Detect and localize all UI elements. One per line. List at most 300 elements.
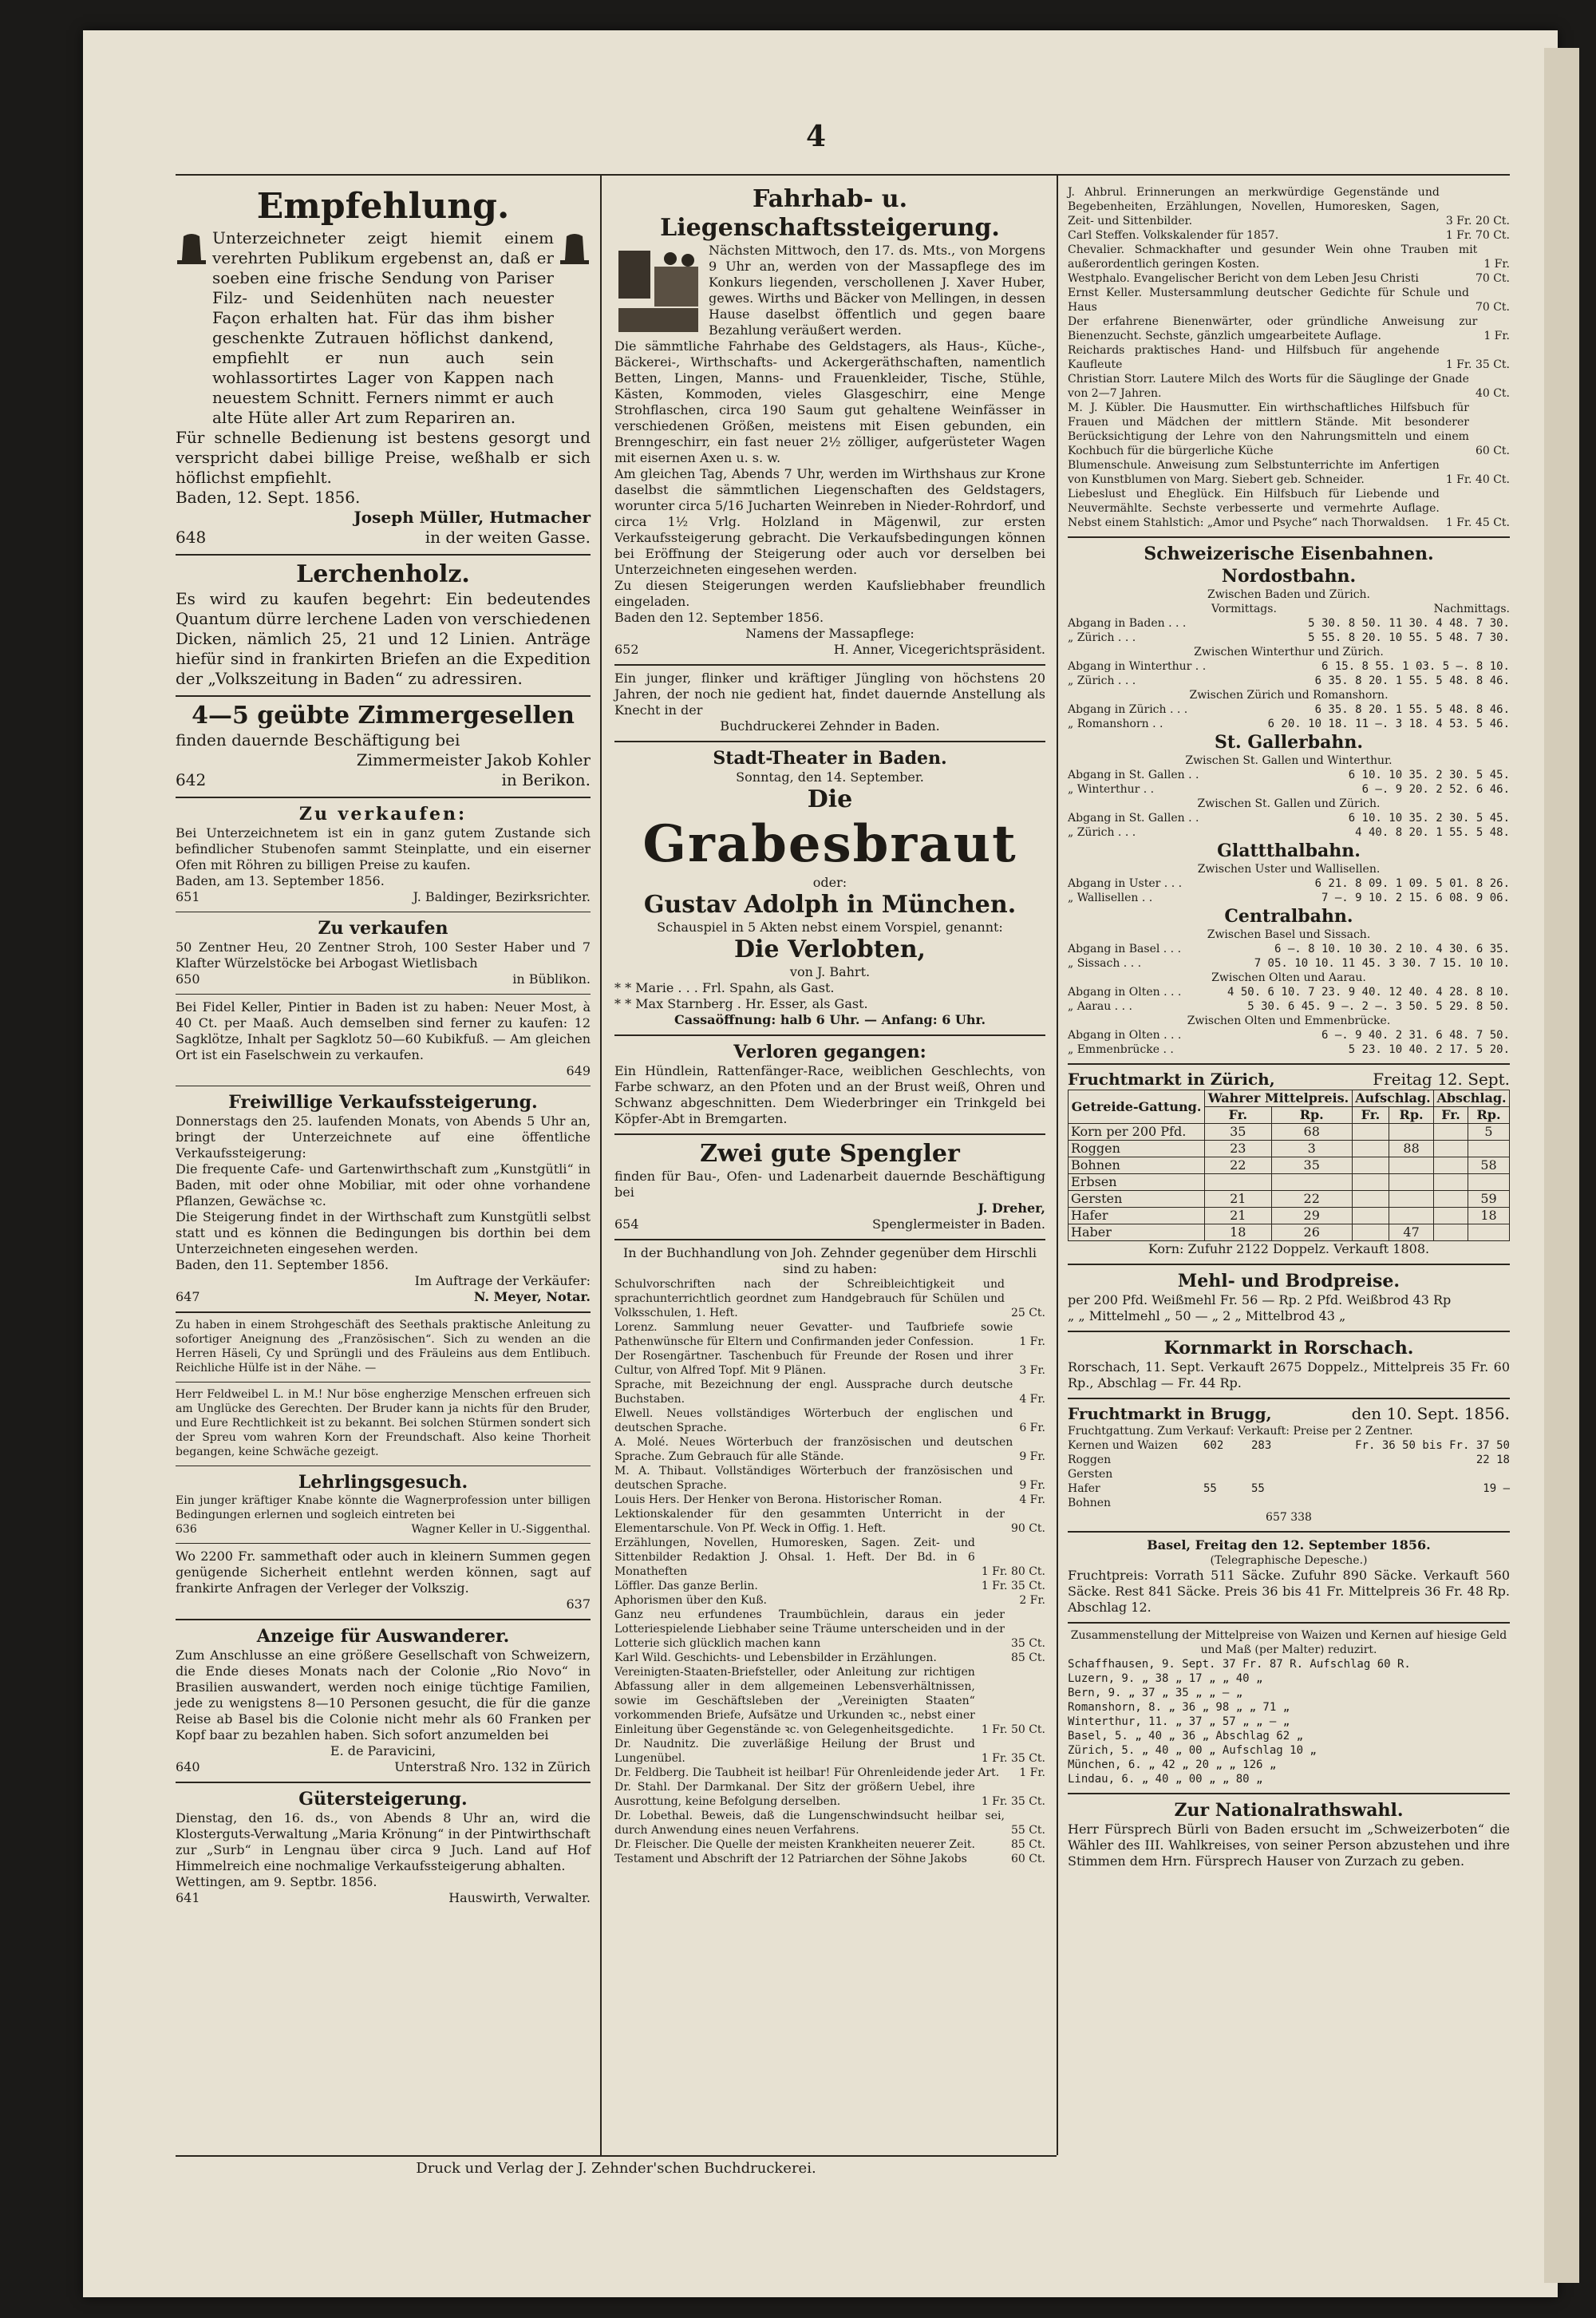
market-offered [1203,1496,1251,1510]
book-item [614,1435,1045,1464]
market-price: Fr. 36 50 bis Fr. 37 50 [1355,1439,1510,1452]
fruchtmarkt-brugg [1068,1399,1510,1533]
market-row [1068,1438,1510,1453]
railway-row [1068,825,1510,840]
summary-rows [1068,1657,1510,1786]
railway-station: Abgang in St. Gallen . . [1068,812,1199,825]
ad-title: Empfehlung. [256,186,510,227]
theater-title: Stadt-Theater in Baden. [713,748,947,769]
book-item [614,1378,1045,1406]
ad-signer-2: in der weiten Gasse. [425,528,591,547]
brodpreise [1068,1265,1510,1332]
ad-body: Bei Unterzeichnetem ist ein in ganz gutem Zustande sich befindlicher Stubenofen sammt Steinplatte, und ein eiserner Ofen mit Röhren zu billigen Preise zu kaufen. [176,825,591,872]
column-3 [1068,180,1510,1876]
book-item [1068,458,1510,487]
book-price: 90 Ct. [1010,1522,1045,1535]
ad-body: Fruchtpreis: Vorrath 511 Säcke. Zufuhr 890 Säcke. Verkauft 560 Säcke. Rest 841 Säcke. Preis 36 bis 41 Fr. Mittelpreis 36 Fr. 48 Rp. Abschlag 12. [1068,1568,1510,1615]
book-price: 1 Fr. 35 Ct. [981,1580,1045,1592]
market-label: Bohnen [1068,1497,1112,1509]
book-item [614,1837,1045,1852]
book-price: 25 Ct. [1010,1307,1045,1319]
book-price: 1 Fr. 50 Ct. [981,1723,1045,1736]
table-cell [1434,1157,1468,1174]
railway-row [1068,1042,1510,1057]
book-item [614,1608,1045,1651]
table-cell: 35 [1205,1124,1272,1141]
book-item [614,1507,1045,1536]
ad-number: 642 [176,770,207,789]
table-subheader: Fr. [1434,1107,1468,1124]
table-cell: 5 [1468,1124,1509,1141]
summary-row: Bern, 9. „ 37 „ 35 „ „ — „ [1068,1687,1243,1699]
book-title: Liebeslust und Eheglück. Ein Hilfsbuch für Liebende und Neuvermählte. Sechste verbesserte und vermehrte Auflage. Nebst einem Stahlstich: „Amor und Psyche“ nach Thorwaldsen. [1068,488,1440,529]
imprint: Druck und Verlag der J. Zehnder'schen Buchdruckerei. [176,2155,1057,2177]
ad-title: Verloren gegangen: [733,1042,926,1062]
book-price: 9 Fr. [1019,1450,1045,1463]
table-subheader: Rp. [1468,1107,1509,1124]
ad-title: Lerchenholz. [296,560,470,588]
book-title: M. A. Thibaut. Vollständiges Wörterbuch der französischen und deutschen Sprache. [614,1465,1013,1492]
railway-station: Abgang in Uster . . . [1068,877,1183,890]
table-row [1069,1191,1510,1208]
book-price: 55 Ct. [1010,1824,1045,1837]
railway-row [1068,942,1510,956]
table-header: Abschlag. [1434,1090,1510,1107]
table-cell [1434,1141,1468,1157]
summary-row: Basel, 5. „ 40 „ 36 „ Abschlag 62 „ [1068,1730,1304,1742]
railway-row [1068,768,1510,782]
book-title: A. Molé. Neues Wörterbuch der französischen und deutschen Sprache. Zum Gebrauch für alle Stände. [614,1436,1013,1463]
table-header: Wahrer Mittelpreis. [1205,1090,1353,1107]
market-row [1068,1496,1510,1510]
railway-times: 6 20. 10 18. 11 —. 3 18. 4 53. 5 46. [1267,718,1510,730]
table-cell: 58 [1468,1157,1509,1174]
book-item [614,1651,1045,1665]
railway-times: 6 —. 8 10. 10 30. 2 10. 4 30. 6 35. [1274,943,1510,955]
theater-cast-2: * * Max Starnberg . Hr. Esser, als Gast. [614,996,868,1011]
ad-signer: N. Meyer, Notar. [473,1289,591,1304]
table-cell: 23 [1205,1141,1272,1157]
summary-row: Luzern, 9. „ 38 „ 17 „ „ 40 „ [1068,1672,1263,1685]
market-offered: 602 [1203,1439,1224,1452]
market-sold [1251,1453,1299,1467]
ad-title: Zu verkaufen: [298,804,468,825]
ad-body-2: Die frequente Cafe- und Gartenwirthschaft zum „Kunstgütli“ in Baden, mit oder ohne Mobiliar, mit oder ohne vorhandene Pflanzen, Gewächse ꝛc. [176,1161,591,1208]
ad-body: Rorschach, 11. Sept. Verkauft 2675 Doppelz., Mittelpreis 35 Fr. 60 Rp., Abschlag — Fr. 44 Rp. [1068,1359,1510,1390]
book-item [614,1406,1045,1435]
ad-body: Ein junger, flinker und kräftiger Jüngling von höchstens 20 Jahren, der noch nie gedient hat, findet dauernde Anstellung als Knecht in der [614,670,1045,718]
table-subheader: Fr. [1352,1107,1389,1124]
railway-times: 5 30. 6 45. 9 —. 2 —. 3 50. 5 29. 8 50. [1247,1000,1510,1013]
fruchtmarkt-zuerich [1068,1065,1510,1265]
book-price: 70 Ct. [1475,272,1510,285]
book-price: 4 Fr. [1019,1393,1045,1406]
ad-body: Dienstag, den 16. ds., von Abends 8 Uhr an, wird die Klosterguts-Verwaltung „Maria Krönung“ in der Pintwirthschaft zur „Surb“ in Lengnau über circa 9 Juch. Land auf Hof Himmelreich eine nochmalige Verkaufssteigerung abhalten. [176,1810,591,1873]
table-cell: 68 [1271,1124,1352,1141]
railway-times: 6 15. 8 55. 1 03. 5 —. 8 10. [1321,660,1510,673]
theater-date: Sonntag, den 14. September. [736,769,924,785]
ad-verkaufssteigerung [176,1086,591,1313]
book-title: Aphorismen über den Kuß. [614,1594,767,1607]
railway-row [1068,616,1510,631]
book-title: Dr. Fleischer. Die Quelle der meisten Krankheiten neuerer Zeit. [614,1838,975,1851]
book-price: 3 Fr. 20 Ct. [1445,215,1510,227]
book-title: Louis Hers. Der Henker von Berona. Historischer Roman. [614,1493,942,1506]
table-cell [1352,1191,1389,1208]
column-rule-1 [600,176,602,2155]
ad-number: 641 [176,1890,200,1905]
railway-times: 4 40. 8 20. 1 55. 5 48. [1355,826,1510,839]
book-price: 40 Ct. [1475,387,1510,400]
theater-prelude: Die Verlobten, [734,936,926,963]
book-title: Carl Steffen. Volkskalender für 1857. [1068,229,1279,242]
ad-number: 637 [566,1596,591,1612]
railway-times: 7 —. 9 10. 2 15. 6 08. 9 06. [1321,892,1510,904]
table-subheader: Rp. [1389,1107,1434,1124]
price-row: per 200 Pfd. Weißmehl Fr. 56 — Rp. 2 Pfd. Weißbrod 43 Rp [1068,1292,1452,1307]
book-item [614,1493,1045,1507]
market-price [1299,1467,1510,1481]
ad-commission: Im Auftrage der Verkäufer: [414,1273,591,1288]
book-item [614,1277,1045,1320]
table-cell [1389,1208,1434,1224]
railway-station: Abgang in Baden . . . [1068,617,1187,630]
summary-row: Lindau, 6. „ 40 „ 00 „ „ 80 „ [1068,1773,1263,1786]
ad-signer: Hauswirth, Verwalter. [448,1890,591,1905]
table-cell [1205,1174,1272,1191]
ad-place: Spenglermeister in Baden. [872,1216,1045,1232]
table-cell [1468,1174,1509,1191]
railway-station: „ Romanshorn . . [1068,718,1163,730]
ad-title: Zur Nationalrathswahl. [1174,1800,1404,1821]
book-list [1068,185,1510,530]
railway-section: Zwischen Uster und Wallisellen. [1197,863,1381,876]
market-price: 19 — [1483,1482,1510,1495]
ad-body-3: Am gleichen Tag, Abends 7 Uhr, werden im Wirthshaus zur Krone daselbst die sämmtlichen Liegenschaften des Geldstagers, worunter circa 5/16 Jucharten Weinreben in Nieder-Rohrdorf, und circa 1½ Vrlg. Holzland in Mägenwil, zur ersten Verkaufssteigerung gebracht. Die Verkaufsbedingungen können bei Eröffnung der Steigerung oder auch vor derselben bei Unterzeichneten eingesehen werden. [614,466,1045,577]
railway-line-name: Centralbahn. [1224,906,1353,927]
kornmarkt-rorschach [1068,1332,1510,1399]
table-cell: 18 [1205,1224,1272,1241]
market-label: Gersten [1068,1468,1113,1481]
table-cell: Bohnen [1069,1157,1205,1174]
railway-section: Zwischen St. Gallen und Zürich. [1197,797,1381,810]
book-title: Löffler. Das ganze Berlin. [614,1580,758,1592]
book-price: 60 Ct. [1475,445,1510,457]
book-price: 1 Fr. [1483,330,1510,342]
railway-row [1068,956,1510,971]
ad-spengler [614,1135,1045,1240]
railway-lines [1068,565,1510,1057]
ad-title: Basel, Freitag den 12. September 1856. [1147,1537,1431,1553]
ad-body: Unterzeichneter zeigt hiemit einem verehrten Publikum ergebenst an, daß er soeben eine frische Sendung von Pariser Filz- und Seidenhüten nach neuester Façon erhalten hat. Für das ihm bisher geschenkte Zutrauen höflichst dankend, empfiehlt er nun auch sein wohlassortirtes Lager von Kappen nach neuestem Schnitt. Ferners nimmt er auch alte Hüte aller Art zum Repariren an. [212,228,554,427]
table-cell [1434,1174,1468,1191]
ad-title: Mehl- und Brodpreise. [1177,1271,1400,1292]
book-price: 1 Fr. 80 Ct. [981,1565,1045,1578]
railway-station: Abgang in Olten . . . [1068,1029,1182,1042]
ad-body: Bei Fidel Keller, Pintier in Baden ist zu haben: Neuer Most, à 40 Ct. per Maaß. Auch demselben sind ferner zu kaufen: 12 Sagklötze, Inhalt per Sagklotz 50—60 Kubikfuß. — Am gleichen Ort ist ein Faselschwein zu verkaufen. [176,999,591,1062]
railway-station: Abgang in Zürich . . . [1068,703,1188,716]
table-cell: 88 [1389,1141,1434,1157]
ad-zu-verkaufen-ofen [176,798,591,912]
table-row [1069,1141,1510,1157]
ad-number: 650 [176,971,200,987]
book-title: Testament und Abschrift der 12 Patriarchen der Söhne Jakobs [614,1853,967,1865]
ad-geld [176,1544,591,1620]
railway-row [1068,717,1510,731]
table-cell [1352,1224,1389,1241]
table-cell [1468,1224,1509,1241]
table-cell [1352,1208,1389,1224]
railway-times: 6 10. 10 35. 2 30. 5 45. [1348,769,1510,781]
table-row [1069,1157,1510,1174]
market-sold [1251,1496,1299,1510]
book-item [614,1593,1045,1608]
book-price: 1 Fr. 35 Ct. [981,1795,1045,1808]
ad-empfehlung [176,180,591,556]
railway-times: 6 10. 10 35. 2 30. 5 45. [1348,812,1510,825]
book-title: Lorenz. Sammlung neuer Gevatter- und Taufbriefe sowie Pathenwünsche für Eltern und Confirmanden jeder Confession. [614,1321,1013,1348]
book-title: Blumenschule. Anweisung zum Selbstunterrichte im Anfertigen von Kunstblumen von Marg. Siebert geb. Schneider. [1068,459,1440,486]
theater-subtitle: Gustav Adolph in München. [643,891,1017,919]
ad-title: Zwei gute Spengler [700,1140,960,1168]
table-cell [1434,1191,1468,1208]
book-item [614,1780,1045,1809]
railway-times: 7 05. 10 10. 11 45. 3 30. 7 15. 10 10. [1254,957,1510,970]
book-item [614,1579,1045,1593]
railway-row [1068,1028,1510,1042]
book-item [1068,372,1510,401]
railway-times: 5 55. 8 20. 10 55. 5 48. 7 30. [1308,631,1510,644]
book-price: 70 Ct. [1475,301,1510,314]
ad-signer: H. Anner, Vicegerichtspräsident. [833,642,1045,657]
book-price: 9 Fr. [1019,1479,1045,1492]
market-table [1068,1090,1510,1241]
theater-times: Cassaöffnung: halb 6 Uhr. — Anfang: 6 Uhr. [674,1012,986,1027]
auction-illustration-icon [614,243,702,338]
railway-times: 6 35. 8 20. 1 55. 5 48. 8 46. [1314,674,1510,687]
table-subheader: Fr. [1205,1107,1272,1124]
railway-times: 6 35. 8 20. 1 55. 5 48. 8 46. [1314,703,1510,716]
bookshop-intro: In der Buchhandlung von Joh. Zehnder gegenüber dem Hirschli sind zu haben: [622,1245,1037,1276]
book-title: Der Rosengärtner. Taschenbuch für Freunde der Rosen und ihrer Cultur, von Alfred Topf. Mit 9 Plänen. [614,1350,1013,1377]
market-label: Roggen [1068,1454,1112,1466]
ad-number: 636 [176,1523,197,1536]
book-title: Dr. Feldberg. Die Taubheit ist heilbar! Für Ohrenleidende jeder Art. [614,1766,1000,1779]
book-item [614,1320,1045,1349]
ad-signer: E. de Paravicini, [330,1743,437,1758]
railway-section: Zwischen Baden und Zürich. [1207,588,1370,601]
railway-row [1068,985,1510,999]
market-total: 657 338 [1266,1511,1312,1524]
ad-signer: Joseph Müller, Hutmacher [354,508,591,527]
ad-signer: Wagner Keller in U.-Siggenthal. [411,1523,591,1536]
market-row [1068,1481,1510,1496]
theater-die: Die [807,785,853,813]
book-list [614,1277,1045,1866]
nationalrathswahl [1068,1794,1510,1876]
ad-zimmergesellen [176,697,591,798]
table-row [1069,1174,1510,1191]
ad-on-behalf: Namens der Massapflege: [745,626,915,641]
railway-section: Zwischen Olten und Emmenbrücke. [1187,1015,1391,1027]
ad-title: Fahrhab- u. Liegenschaftssteigerung. [660,185,1000,242]
table-cell [1434,1224,1468,1241]
railway-times: 6 —. 9 20. 2 52. 6 46. [1361,783,1510,796]
ad-body: Herr Feldweibel L. in M.! Nur böse engherzige Menschen erfreuen sich am Unglücke des Gerechten. Der Bruder kann ja nichts für den Bruder, und Eure Rechtlichkeit ist zu bekannt. Bei solchen Stürmen sondert sich der Spreu vom wahren Korn der Freundschaft. Also keine Thorheit begangen, keine Schwäche gezeigt. [176,1388,591,1458]
market-sold [1251,1467,1299,1481]
book-price: 60 Ct. [1010,1853,1045,1865]
table-cell [1389,1124,1434,1141]
ad-number: 640 [176,1759,200,1774]
book-title: Sprache, mit Bezeichnung der engl. Aussprache durch deutsche Buchstaben. [614,1379,1013,1406]
basel-market [1068,1533,1510,1624]
book-item [614,1665,1045,1737]
table-cell: 21 [1205,1191,1272,1208]
book-price: 1 Fr. [1483,258,1510,271]
book-title: Karl Wild. Geschichts- und Lebensbilder in Erzählungen. [614,1651,937,1664]
market-rows [1068,1438,1510,1510]
table-cell [1389,1174,1434,1191]
table-header: Aufschlag. [1352,1090,1433,1107]
ad-fidel-keller [176,995,591,1086]
book-title: M. J. Kübler. Die Hausmutter. Ein wirthschaftliches Hilfsbuch für Frauen und Mädchen der mittlern Stände. Mit besonderer Berücksichtigung der Lehre von den Nahrungsmitteln und einem Kochbuch für die bürgerliche Küche [1068,401,1469,457]
ad-signer: J. Baldinger, Bezirksrichter. [413,889,591,904]
railway-times: 4 50. 6 10. 7 23. 9 40. 12 40. 4 28. 8 10. [1227,986,1510,999]
book-title: Dr. Lobethal. Beweis, daß die Lungenschwindsucht heilbar sei, durch Anwendung eines neuen Verfahrens. [614,1810,1005,1837]
table-row [1069,1224,1510,1241]
railway-station: „ Zürich . . . [1068,826,1136,839]
ad-place: in Büblikon. [512,971,591,987]
book-price: 1 Fr. [1019,1335,1045,1348]
ad-seethal [176,1313,591,1382]
ad-address: Unterstraß Nro. 132 in Zürich [394,1759,591,1774]
railway-header: Nachmittags. [1433,603,1510,615]
railway-line-name: St. Gallerbahn. [1214,732,1363,753]
railway-row [1068,811,1510,825]
railway-station: „ Zürich . . . [1068,631,1136,644]
book-title: Ganz neu erfundenes Traumbüchlein, daraus ein jeder Lotteriespielende Liebhaber seine Träume unterscheiden und in der Lotterie sich glücklich machen kann [614,1608,1005,1650]
book-price: 2 Fr. [1019,1594,1045,1607]
railway-station: „ Winterthur . . [1068,783,1155,796]
ad-body: Zum Anschlusse an eine größere Gesellschaft von Schweizern, die Ende dieses Monats nach der Colonie „Rio Novo“ in Brasilien auswandert, werden noch einige tüchtige Familien, jede zu wenigstens 8—10 Personen gesucht, die für die ganze Reise ab Basel bis die Colonie nicht mehr als 60 Franken per Kopf baar zu bezahlen haben. Sich sofort anzumelden bei [176,1648,591,1742]
table-cell: Erbsen [1069,1174,1205,1191]
table-cell: Roggen [1069,1141,1205,1157]
railway-station: Abgang in St. Gallen . . [1068,769,1199,781]
theater-info: Schauspiel in 5 Akten nebst einem Vorspiel, genannt: [657,920,1003,935]
ad-juengling [614,666,1045,742]
railway-row [1068,702,1510,717]
table-header: Getreide-Gattung. [1069,1090,1205,1124]
ad-body: 50 Zentner Heu, 20 Zentner Stroh, 100 Sester Haber und 7 Klafter Würzelstöcke bei Arbogast Wietlisbach [176,939,591,971]
table-row [1069,1208,1510,1224]
ad-fahrhab [614,180,1045,666]
railway-row [1068,876,1510,891]
book-title: Lektionskalender für den gesammten Unterricht in der Elementarschule. Von Pf. Weck in Offig. 1. Heft. [614,1508,1005,1535]
market-row [1068,1453,1510,1467]
ad-number: 648 [176,528,207,547]
table-cell [1434,1124,1468,1141]
ad-body: Ein Hündlein, Rattenfänger-Race, weiblichen Geschlechts, von Farbe schwarz, an den Pfoten und an der Brust weiß, Ohren und Schwanz abgeschnitten. Dem Wiederbringer ein Trinkgeld bei Köpfer-Abt in Bremgarten. [614,1063,1045,1126]
ad-signer: Zimmermeister Jakob Kohler [356,750,591,769]
book-item [614,1349,1045,1378]
ad-signer: Buchdruckerei Zehnder in Baden. [720,718,940,734]
book-item [614,1464,1045,1493]
table-cell: 21 [1205,1208,1272,1224]
table-cell [1352,1124,1389,1141]
book-item [1068,343,1510,372]
market-date: den 10. Sept. 1856. [1351,1404,1510,1423]
table-cell: 29 [1271,1208,1352,1224]
railway-station: „ Aarau . . . [1068,1000,1132,1013]
page-number: 4 [806,120,827,153]
ad-number: 651 [176,889,200,904]
book-item [614,1766,1045,1780]
market-date: Freitag 12. Sept. [1373,1070,1510,1089]
book-item [614,1536,1045,1579]
book-title: Erzählungen, Novellen, Humoresken, Sagen. Zeit- und Sittenbilder Redaktion J. Ohsal. 1. Heft. Der Bd. in 6 Monatheften [614,1537,975,1578]
book-title: Reichards praktisches Hand- und Hilfsbuch für angehende Kaufleute [1068,344,1440,371]
hat-icon [176,228,207,268]
column-1 [176,180,591,1913]
railway-station: „ Sissach . . . [1068,957,1142,970]
book-price: 1 Fr. 35 Ct. [1445,358,1510,371]
ad-place: in Berikon. [501,770,591,789]
ad-date: Baden den 12. September 1856. [614,610,824,625]
ad-number: 654 [614,1216,639,1232]
railway-section: Zwischen Olten und Aarau. [1211,971,1366,984]
ad-lehrling [176,1466,591,1544]
ad-zu-verkaufen-heu [176,912,591,995]
book-price: 85 Ct. [1010,1838,1045,1851]
ad-body: Nächsten Mittwoch, den 17. ds. Mts., von Morgens 9 Uhr an, werden von der Massapflege des im Konkurs liegenden, verschollenen J. Xaver Huber, gewes. Wirths und Bäcker von Mellingen, in dessen Hause daselbst öffentlich und gegen baare Bezahlung veräußert werden. [709,243,1045,338]
table-cell: 35 [1271,1157,1352,1174]
railway-row [1068,631,1510,645]
book-item [1068,185,1510,228]
market-offered [1203,1467,1251,1481]
market-price [1299,1496,1510,1510]
ad-body: finden für Bau-, Ofen- und Ladenarbeit dauernde Beschäftigung bei [614,1169,1045,1200]
market-label: Hafer [1068,1482,1100,1495]
railway-times: 6 21. 8 09. 1 09. 5 01. 8 26. [1314,877,1510,890]
railway-row [1068,674,1510,688]
table-cell: 47 [1389,1224,1434,1241]
market-title: Fruchtmarkt in Zürich, [1068,1070,1275,1089]
ad-guetersteigerung [176,1783,591,1913]
ad-verloren [614,1036,1045,1135]
ad-title: Lehrlingsgesuch. [298,1472,468,1493]
book-title: Vereinigten-Staaten-Briefsteller, oder Anleitung zur richtigen Abfassung aller in dem allgemeinen Lebensverhältnissen, sowie im Geschäftsleben der „Vereinigten Staaten“ vorkommenden Briefe, Aufsätze und Urkunden ꝛc., nebst einer Einleitung über Gegenstände ꝛc. von Gelegenheitsgedichte. [614,1666,975,1736]
market-title: Fruchtmarkt in Brugg, [1068,1404,1272,1423]
ad-title: Kornmarkt in Rorschach. [1163,1338,1414,1359]
market-head: Fruchtgattung. Zum Verkauf: Verkauft: Preise per 2 Zentner. [1068,1425,1413,1438]
book-price: 1 Fr. 45 Ct. [1445,516,1510,529]
book-price: 35 Ct. [1010,1637,1045,1650]
summary-row: Zürich, 5. „ 40 „ 00 „ Aufschlag 10 „ [1068,1744,1317,1757]
ad-title: Zusammenstellung der Mittelpreise von Waizen und Kernen auf hiesige Geld und Maß (per Malter) reduzirt. [1070,1629,1507,1656]
railway-line-name: Nordostbahn. [1221,566,1357,587]
table-cell: Korn per 200 Pfd. [1069,1124,1205,1141]
theater-author: von J. Bahrt. [789,964,871,979]
ad-feldweibel [176,1382,591,1466]
table-subheader: Rp. [1271,1107,1352,1124]
market-row [1068,1467,1510,1481]
price-row: „ „ Mittelmehl „ 50 — „ 2 „ Mittelbrod 43 „ [1068,1308,1346,1323]
railway-row [1068,782,1510,797]
ad-subtitle: (Telegraphische Depesche.) [1210,1554,1368,1567]
ad-date: Baden, 12. Sept. 1856. [176,488,361,507]
table-cell [1468,1141,1509,1157]
ad-number: 652 [614,642,639,657]
